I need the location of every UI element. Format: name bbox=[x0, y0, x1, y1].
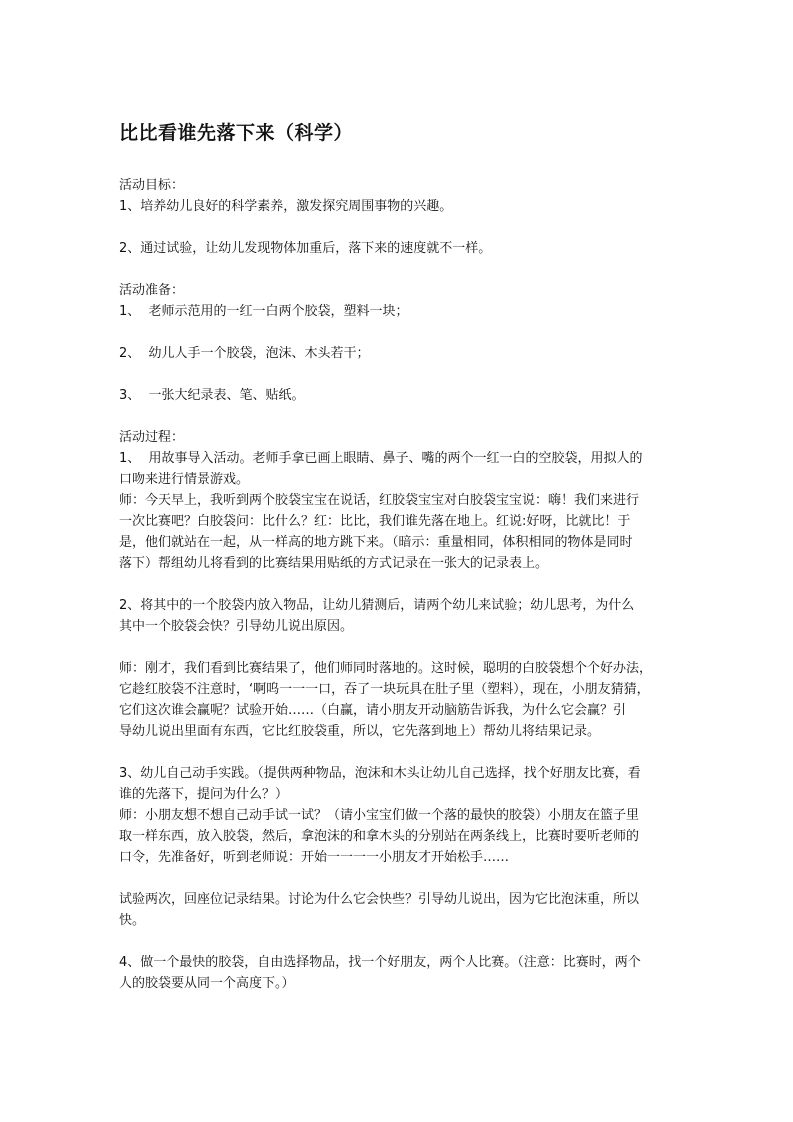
prep-item: 1、 老师示范用的一红一白两个胶袋，塑料一块； bbox=[119, 304, 409, 319]
objectives-heading: 活动目标： bbox=[119, 178, 185, 193]
text-line: 2、将其中的一个胶袋内放入物品，让幼儿猜测后，请两个幼儿来试验；幼儿思考，为什么 bbox=[119, 598, 635, 613]
text-line: 它们这次谁会赢呢？试验开始……（白赢，请小朋友开动脑筋告诉我，为什么它会赢？引 bbox=[119, 703, 627, 718]
text-line: 3、幼儿自己动手实践。（提供两种物品，泡沫和木头让幼儿自己选择，找个好朋友比赛，看 bbox=[119, 766, 641, 781]
text-line: 口令，先准备好，听到老师说：开始一一一一小朋友才开始松手…… bbox=[119, 850, 510, 865]
text-line: 谁的先落下，提问为什么？） bbox=[119, 787, 289, 802]
objective-item: 2、通过试验，让幼儿发现物体加重后，落下来的速度就不一样。 bbox=[119, 241, 492, 256]
process-step-3-result bbox=[119, 889, 679, 931]
paragraph-gap bbox=[119, 742, 679, 763]
paragraph-gap bbox=[119, 217, 679, 238]
prep-item: 3、 一张大纪录表、笔、贴纸。 bbox=[119, 388, 305, 403]
text-line: 落下）帮组幼儿将看到的比赛结果用贴纸的方式记录在一张大的记录表上。 bbox=[119, 556, 549, 571]
text-line: 是，他们就站在一起，从一样高的地方跳下来。（暗示：重量相同，体积相同的物体是同时 bbox=[119, 535, 633, 550]
text-line: 导幼儿说出里面有东西，它比红胶袋重，所以，它先落到地上）帮幼儿将结果记录。 bbox=[119, 724, 601, 739]
text-line: 试验两次，回座位记录结果。讨论为什么它会快些？引导幼儿说出，因为它比泡沫重，所以 bbox=[119, 892, 640, 907]
paragraph-gap bbox=[119, 931, 679, 952]
process-heading: 活动过程： bbox=[119, 430, 185, 445]
text-line: 4、做一个最快的胶袋，自由选择物品，找一个好朋友，两个人比赛。（注意：比赛时，两个 bbox=[119, 955, 641, 970]
paragraph-gap bbox=[119, 322, 679, 343]
process-step-3 bbox=[119, 763, 679, 868]
paragraph-gap bbox=[119, 868, 679, 889]
process-step-2-dialogue bbox=[119, 658, 679, 742]
text-line: 师：刚才，我们看到比赛结果了，他们师同时落地的。这时候，聪明的白胶袋想个个好办法， bbox=[119, 661, 653, 676]
paragraph-gap bbox=[119, 637, 679, 658]
text-line: 师：今天早上，我听到两个胶袋宝宝在说话，红胶袋宝宝对白胶袋宝宝说：嗨！我们来进行 bbox=[119, 493, 640, 508]
text-line: 一次比赛吧？白胶袋问：比什么？红：比比，我们谁先落在地上。红说:好呀，比就比！于 bbox=[119, 514, 631, 529]
process-step-4 bbox=[119, 952, 679, 994]
text-line: 取一样东西，放入胶袋，然后，拿泡沫的和拿木头的分别站在两条线上，比赛时要听老师的 bbox=[119, 829, 640, 844]
text-line: 快。 bbox=[119, 913, 146, 928]
prep-item: 2、 幼儿人手一个胶袋，泡沫、木头若干； bbox=[119, 346, 370, 361]
document-body bbox=[119, 118, 679, 994]
text-line: 师：小朋友想不想自己动手试一试？（请小宝宝们做一个落的最快的胶袋）小朋友在篮子里 bbox=[119, 808, 640, 823]
process-step-2 bbox=[119, 595, 679, 637]
text-line: 它趁红胶袋不注意时，‘啊呜一一一口，吞了一块玩具在肚子里（塑料），现在，小朋友猜猜， bbox=[119, 682, 650, 697]
text-line: 口吻来进行情景游戏。 bbox=[119, 472, 250, 487]
text-line: 1、 用故事导入活动。老师手拿已画上眼睛、鼻子、嘴的两个一红一白的空胶袋，用拟人的 bbox=[119, 451, 643, 466]
paragraph-gap bbox=[119, 259, 679, 280]
process-step-1 bbox=[119, 448, 679, 574]
text-line: 其中一个胶袋会快？引导幼儿说出原因。 bbox=[119, 619, 354, 634]
prep-heading: 活动准备： bbox=[119, 283, 185, 298]
paragraph-gap bbox=[119, 574, 679, 595]
text-line: 人的胶袋要从同一个高度下。） bbox=[119, 976, 295, 991]
document-title: 比比看谁先落下来（科学） bbox=[119, 122, 354, 144]
paragraph-gap bbox=[119, 364, 679, 385]
paragraph-gap bbox=[119, 406, 679, 427]
objective-item: 1、培养幼儿良好的科学素养，激发探究周围事物的兴趣。 bbox=[119, 199, 453, 214]
